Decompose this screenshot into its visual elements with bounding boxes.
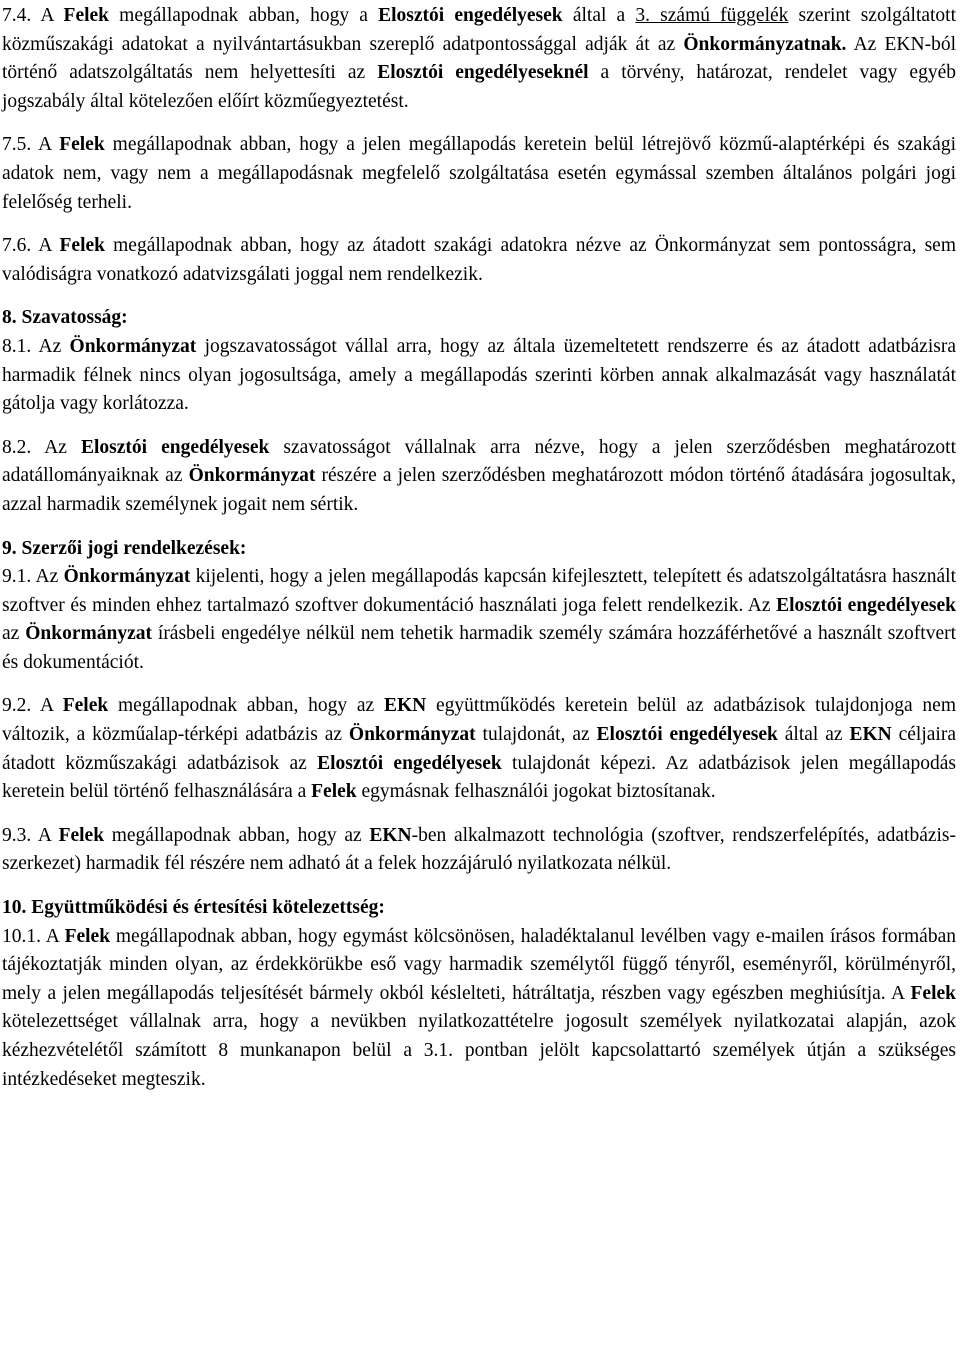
paragraph-8-1: [2, 333, 956, 419]
text-run: megállapodnak abban, hogy a jelen megállapodás keretein belül létrejövő közmű-alaptérképi és szakági adatok nem, vagy nem a megállapodásnak megfelelő szolgáltatása esetén egymással szemben általános polgári jogi felelőség terheli.: [2, 134, 956, 213]
text-run: 7.6. A: [2, 235, 60, 257]
paragraph-9-1: [2, 563, 956, 677]
text-run: 9.3. A: [2, 824, 59, 846]
text-run: részére a jelen szerződésben meghatározott módon történő átadására jogosultak, azzal harmadik személynek jogait nem sértik.: [2, 465, 956, 515]
bold-term: Elosztói engedélyesek: [317, 752, 502, 774]
paragraph-9-3: [2, 822, 956, 879]
bold-term: Felek: [58, 824, 105, 846]
text-run: 10.1. A: [2, 925, 65, 947]
bold-term: Elosztói engedélyesek: [596, 724, 778, 746]
text-run: tulajdonát, az: [475, 724, 597, 746]
text-run: együttműködés keretein belül az adatbázisok tulajdonjoga nem változik, a közműalap-térképi adatbázis az: [2, 695, 956, 746]
text-run: szerint szolgáltatott közműszakági adatokat a nyilvántartásukban szereplő adatpontossággal adják át az: [2, 5, 957, 55]
bold-term: Felek: [910, 982, 956, 1004]
bold-term: Önkormányzat: [69, 335, 197, 357]
paragraph-7-6: [2, 232, 956, 289]
text-run: kijelenti, hogy a jelen megállapodás kapcsán kifejlesztett, telepített és adatszolgáltatásra használt szoftver és minden ehhez tartalmazó szoftver dokumentáció használati joga felett rendelkezik. Az: [2, 566, 956, 616]
text-run: által az: [777, 724, 850, 746]
bold-term: EKN: [849, 724, 892, 746]
paragraph-9-2: [2, 692, 956, 806]
text-run: 7.4. A: [2, 5, 64, 26]
text-run: jogszavatosságot vállal arra, hogy az általa üzemeltetett rendszerre és az átadott adatbázisra harmadik félnek nincs olyan jogosultsága, amely a megállapodás szerinti körben annak alkalmazását vagy használatát gátolja vagy korlátozza.: [2, 335, 956, 415]
bold-term: Felek: [59, 134, 105, 156]
text-run: kötelezettséget vállalnak arra, hogy a nevükben nyilatkozattételre jogosult személyek nyilatkozatai alapján, azok kézhezvételétől számított 8 munkanapon belül a 3.1. pontban jelölt kapcsolattartó személyek útján a szükséges intézkedéseket megteszik.: [2, 1011, 956, 1090]
text-run: 8.1. Az: [2, 335, 70, 357]
text-run: a törvény, határozat, rendelet vagy egyéb jogszabály által kötelezően előírt közműegyeztetést.: [2, 62, 956, 112]
text-run: megállapodnak abban, hogy a: [109, 5, 379, 26]
appendix-reference: 3. számú függelék: [635, 5, 789, 26]
text-run: szavatosságot vállalnak arra nézve, hogy a jelen szerződésben meghatározott adatállományaiknak az: [2, 436, 956, 487]
text-run: 9.2. A: [2, 695, 63, 717]
text-run: megállapodnak abban, hogy az átadott szakági adatokra nézve az Önkormányzat sem pontosságra, sem valódiságra vonatkozó adatvizsgálati joggal nem rendelkezik.: [2, 235, 957, 285]
bold-term: Önkormányzat: [348, 724, 476, 746]
bold-term: Elosztói engedélyeseknél: [377, 62, 589, 84]
bold-term: Önkormányzat: [25, 623, 152, 645]
text-run: által a: [562, 5, 636, 26]
text-run: megállapodnak abban, hogy az: [104, 824, 370, 846]
bold-term: Önkormányzat: [188, 465, 316, 487]
text-run: tulajdonát képezi. Az adatbázisok jelen megállapodás keretein belül történő felhasználására a: [2, 752, 956, 803]
bold-term: EKN: [369, 824, 412, 846]
text-run: megállapodnak abban, hogy az: [108, 695, 384, 717]
section-heading-9: 9. Szerzői jogi rendelkezések:: [2, 537, 247, 559]
text-run: 8.2. Az: [2, 436, 81, 458]
bold-term: Felek: [62, 695, 109, 717]
bold-term: Felek: [311, 781, 357, 803]
section-heading-10: 10. Együttműködési és értesítési kötelezettség:: [2, 897, 385, 919]
text-run: egymásnak felhasználói jogokat biztosítanak.: [356, 781, 716, 803]
section-heading-8: 8. Szavatosság:: [2, 307, 128, 329]
bold-term: Önkormányzatnak.: [683, 33, 847, 55]
text-run: megállapodnak abban, hogy egymást kölcsönösen, haladéktalanul levélben vagy e-mailen írásos formában tájékoztatják minden olyan, az érdekkörükbe eső vagy harmadik személytől függő tényről, eseményről, körülményről, mely a jelen megállapodás teljesítését bármely okból késlelteti, hátráltatja, részben vagy egészben meghiúsítja. A: [2, 925, 956, 1004]
bold-term: Felek: [59, 235, 105, 257]
bold-term: Felek: [64, 925, 111, 947]
paragraph-10-1: [2, 923, 956, 1095]
text-run: 7.5. A: [2, 134, 60, 156]
paragraph-7-5: [2, 131, 956, 217]
text-run: 9.1. Az: [2, 566, 64, 588]
bold-term: Elosztói engedélyesek: [378, 5, 563, 26]
bold-term: EKN: [383, 695, 427, 717]
bold-term: Felek: [63, 5, 110, 26]
text-run: Az EKN-ból történő adatszolgáltatás nem helyettesíti az: [2, 33, 956, 84]
text-run: az: [2, 623, 26, 645]
text-run: céljaira átadott közműszakági adatbázisok az: [2, 724, 956, 774]
bold-term: Önkormányzat: [63, 566, 191, 588]
text-run: írásbeli engedélye nélkül nem tehetik harmadik személy számára hozzáférhetővé a használt szoftvert és dokumentációt.: [2, 623, 957, 673]
paragraph-7-4: [2, 2, 956, 116]
paragraph-8-2: [2, 434, 956, 520]
bold-term: Elosztói engedélyesek: [80, 436, 270, 458]
bold-term: Elosztói engedélyesek: [776, 594, 956, 616]
text-run: -ben alkalmazott technológia (szoftver, rendszerfelépítés, adatbázis-szerkezet) harmadik fél részére nem adható át a felek hozzájáruló nyilatkozata nélkül.: [2, 824, 956, 875]
